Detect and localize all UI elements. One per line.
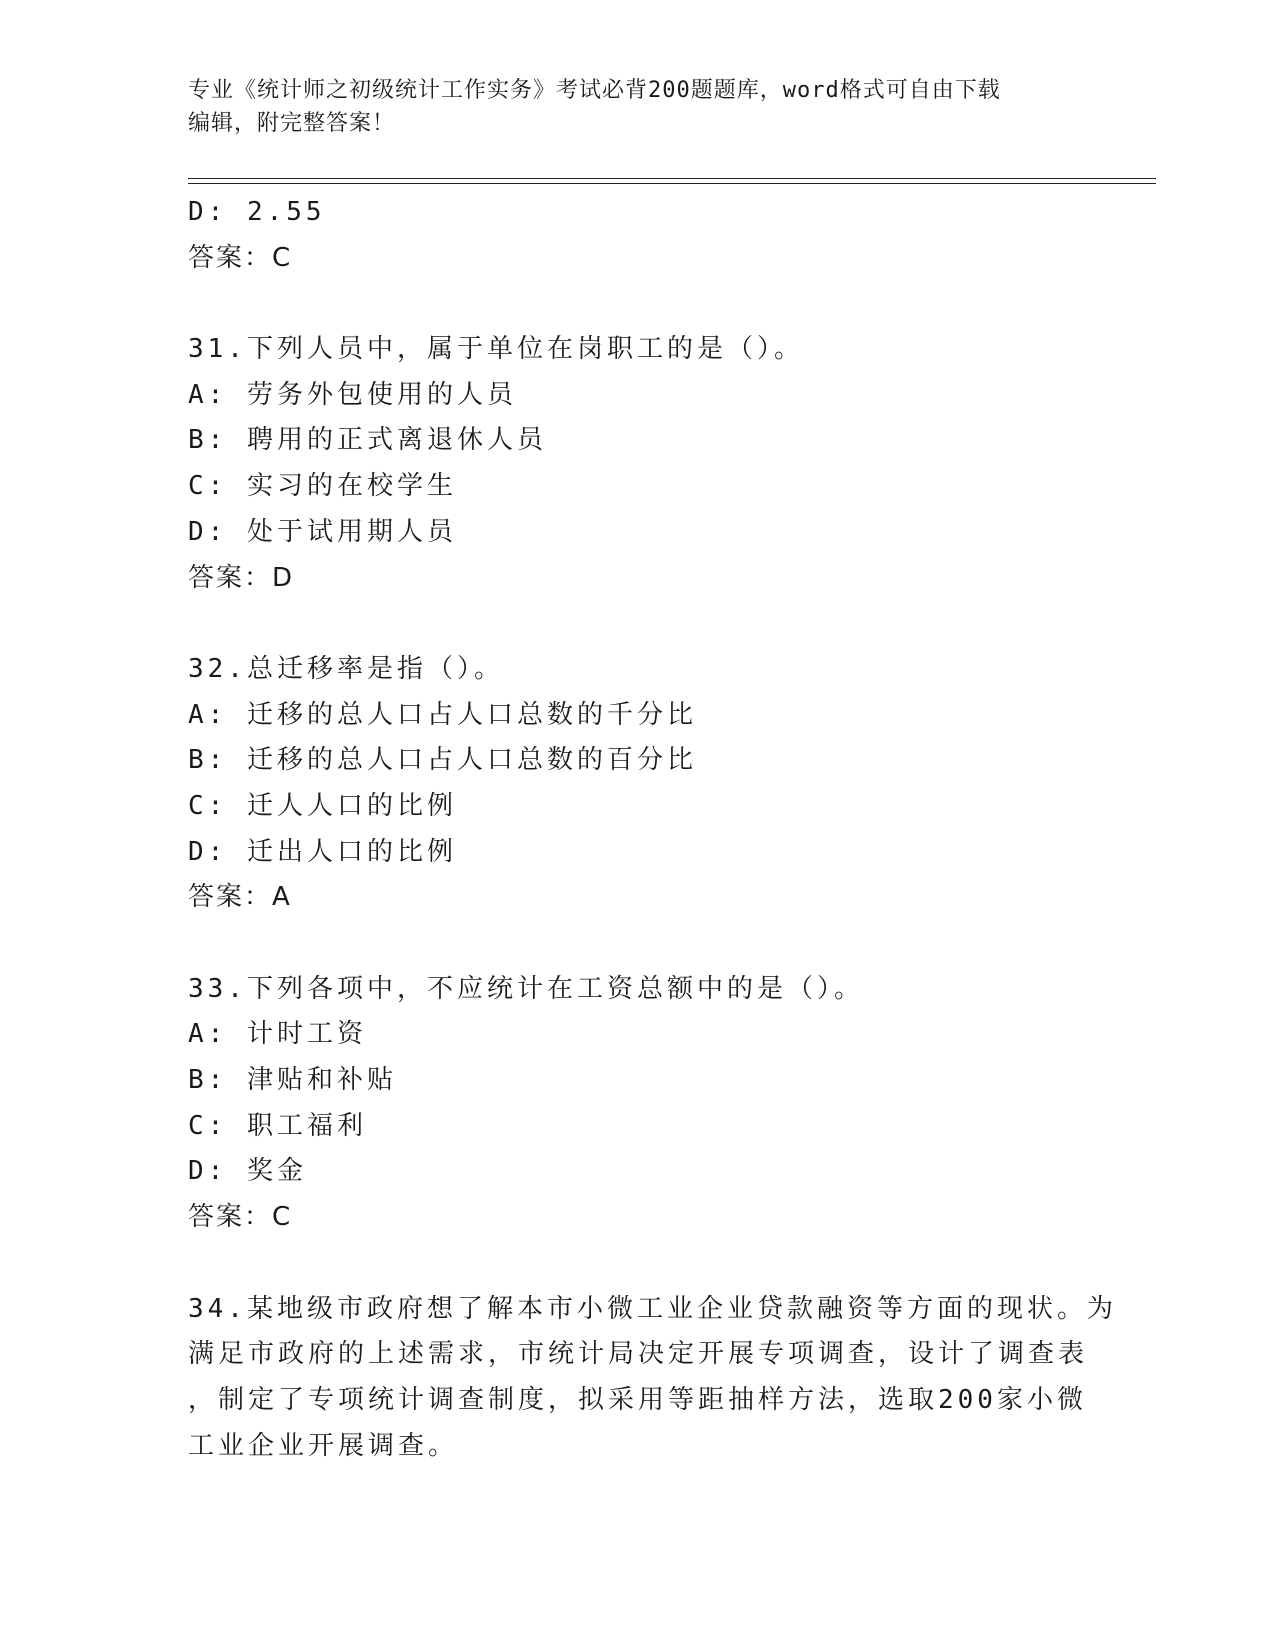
header-rule-bottom [188, 183, 1156, 184]
header-title-line-1: 专业《统计师之初级统计工作实务》考试必背200题题库，word格式可自由下载 [188, 78, 1001, 103]
option-a: A: 迁移的总人口占人口总数的千分比 [188, 699, 697, 730]
spacer [188, 281, 1088, 327]
question-stem-line-1: 34.某地级市政府想了解本市小微工业企业贷款融资等方面的现状。为 [188, 1293, 1117, 1324]
question-stem-line-2: 满足市政府的上述需求，市统计局决定开展专项调查，设计了调查表 [188, 1339, 1089, 1370]
option-a: A: 计时工资 [188, 1019, 367, 1050]
document-header [188, 74, 1068, 140]
question-33 [188, 967, 1088, 1241]
question-stem-line-4: 工业企业开展调查。 [188, 1430, 459, 1461]
header-rule-top [188, 178, 1156, 179]
question-stem: 32.总迁移率是指（）。 [188, 653, 504, 684]
option-b: B: 迁移的总人口占人口总数的百分比 [188, 745, 697, 776]
question-list [188, 190, 1117, 1469]
option-c: C: 迁人人口的比例 [188, 790, 457, 821]
question-stem: 31.下列人员中，属于单位在岗职工的是（）。 [188, 334, 804, 365]
option-c: C: 职工福利 [188, 1110, 367, 1141]
question-stem-line-3: ，制定了专项统计调查制度，拟采用等距抽样方法，选取200家小微 [188, 1384, 1087, 1415]
answer: 答案：D [188, 562, 295, 593]
question-31 [188, 327, 1088, 601]
prev-option-d: D: 2.55 [188, 197, 326, 227]
header-title-line-2: 编辑，附完整答案！ [188, 111, 396, 136]
option-b: B: 聘用的正式离退休人员 [188, 425, 547, 456]
question-stem: 33.下列各项中，不应统计在工资总额中的是（）。 [188, 973, 864, 1004]
option-b: B: 津贴和补贴 [188, 1065, 397, 1096]
question-32 [188, 647, 1088, 921]
answer: 答案：A [188, 882, 292, 913]
option-c: C: 实习的在校学生 [188, 471, 457, 502]
question-34 [188, 1287, 1117, 1470]
spacer [188, 921, 1088, 967]
option-d: D: 处于试用期人员 [188, 516, 457, 547]
option-d: D: 迁出人口的比例 [188, 836, 457, 867]
prev-answer: 答案：C [188, 242, 293, 273]
option-d: D: 奖金 [188, 1156, 307, 1187]
spacer [188, 601, 1088, 647]
option-a: A: 劳务外包使用的人员 [188, 379, 517, 410]
answer: 答案：C [188, 1202, 293, 1233]
spacer [188, 1241, 1088, 1287]
